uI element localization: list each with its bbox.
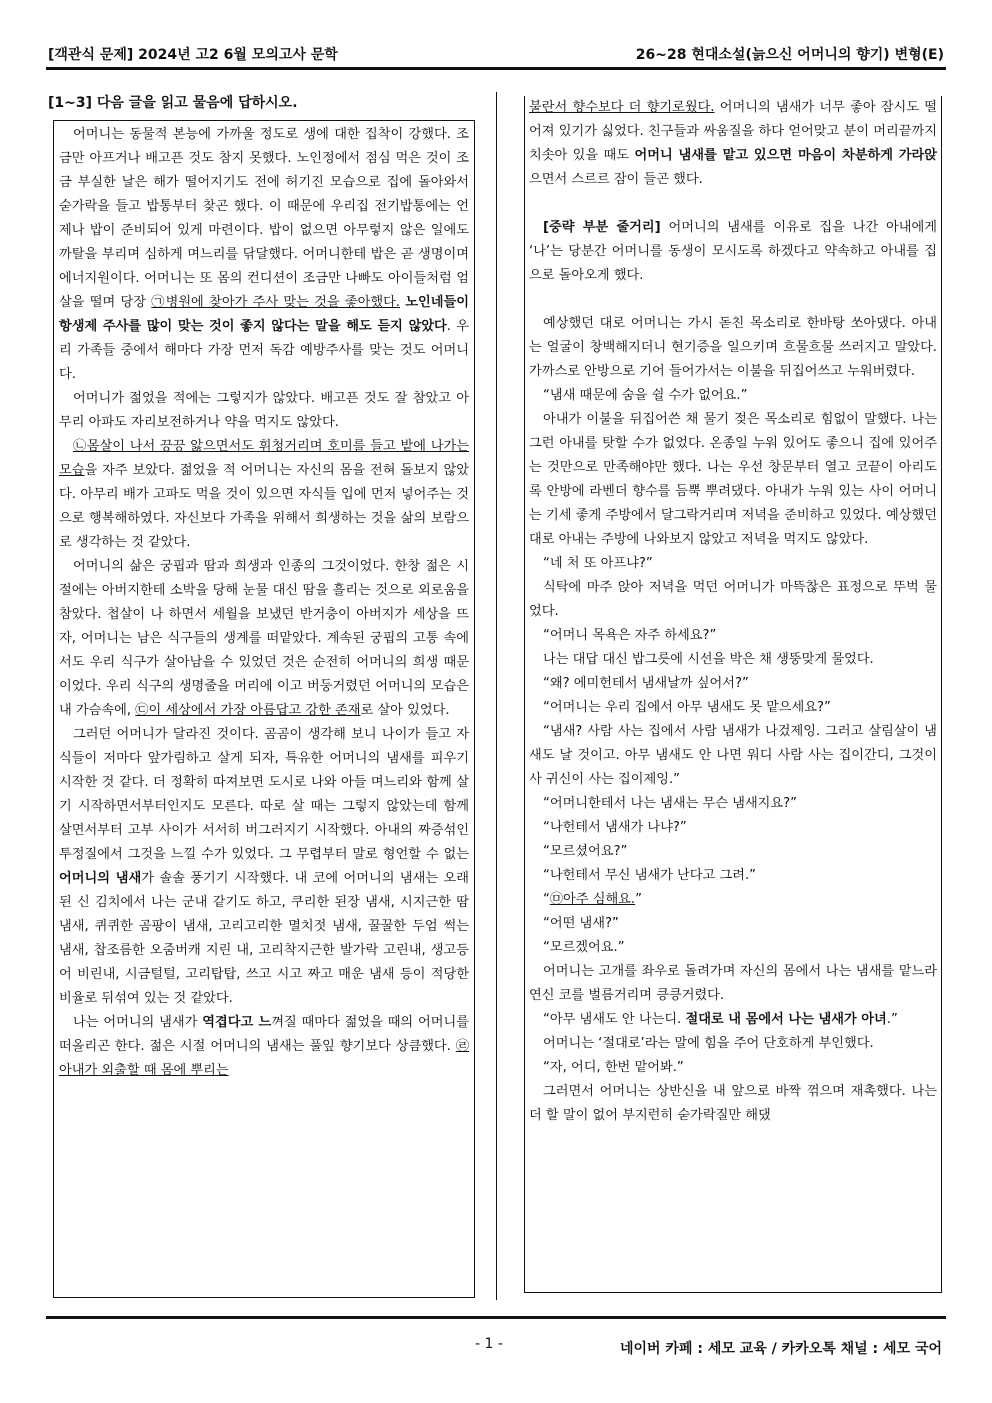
dialogue: “어머니는 우리 집에서 아무 냄새도 못 맡으세요?”: [543, 700, 831, 715]
dialogue: “왜? 에미헌테서 냄새날까 싶어서?”: [543, 676, 749, 691]
bold-text: 노인네들이 항생제 주사를 많이 맞는 것이 좋지 않다는 말을 해도 듣지 않았다: [59, 295, 470, 334]
dialogue: “나헌테서 냄새가 나냐?”: [543, 820, 687, 835]
dialogue: “네 처 또 아프냐?”: [543, 556, 653, 571]
paragraph: 식탁에 마주 앉아 저녁을 먹던 어머니가 마뜩찮은 표정으로 뚜벅 물었다.: [529, 580, 937, 619]
text: .”: [886, 1012, 898, 1027]
text: 가 솔솔 풍기기 시작했다. 내 코에 어머니의 냄새는 오래된 신 김치에서 나는 군내 같기도 하고, 쿠리한 된장 냄새, 시지근한 땀 냄새, 퀴퀴한 곰팡이 냄새, 고리고리한 멸치젓 냄새, 꿀꿀한 두엄 썩는 냄새, 찹조름한 오줌버캐 지린 내, 고리착지근한 발가락 고린내, 생고등어 비린내, 시금털털, 고리탑탑, 쓰고 시고 짜고 매운 냄새 등이 적당한 비율로 뒤섞여 있는 것 같았다.: [59, 871, 469, 1006]
paragraph: 어머니는 고개를 좌우로 돌려가며 자신의 몸에서 나는 냄새를 맡느라 연신 코를 벌름거리며 킁킁거렸다.: [529, 964, 937, 1003]
paragraph: [59, 555, 469, 723]
text: ”: [635, 892, 642, 907]
annotation-e: ㉤아주 심해요.: [549, 892, 636, 907]
annotation-d-cont: 불란서 향수보다 더 향기로웠다.: [529, 100, 715, 115]
dialogue: “자, 어디, 한번 맡어봐.”: [543, 1060, 684, 1075]
summary-label: [중략 부분 줄거리]: [543, 220, 661, 235]
paragraph: 그러면서 어머니는 상반신을 내 앞으로 바짝 꺾으며 재촉했다. 나는 더 할 말이 없어 부지런히 숟가락질만 해댔: [529, 1084, 937, 1123]
paragraph: [59, 1011, 469, 1083]
spacer: [529, 192, 937, 216]
paragraph: 예상했던 대로 어머니는 가시 돋친 목소리로 한바탕 쏘아댔다. 아내는 얼굴이 창백해지더니 현기증을 일으키며 흐물흐물 쓰러지고 말았다. 가까스로 안방으로 기어 들어가서는 이불을 뒤집어쓰고 누워버렸다.: [529, 316, 937, 379]
header-rule: [46, 67, 946, 70]
summary-paragraph: [529, 216, 937, 288]
passage-right-column: [524, 96, 942, 1293]
paragraph: 어머니가 젊었을 적에는 그렇지가 않았다. 배고픈 것도 잘 참았고 아무리 아파도 자리보전하거나 약을 먹지도 않았다.: [59, 391, 469, 430]
paragraph: [529, 96, 937, 192]
annotation-b: ㉡몸살이 나서 끙끙 앓으면서도 휘청거리며 호미를 들고 밭에 나가는 모습: [59, 439, 469, 478]
text: “: [543, 892, 550, 907]
text: 어머니의 냄새를 이유로 집을 나간 아내에게 ‘나’는 당분간 어머니를 동생이 모시도록 하겠다고 약속하고 아내를 집으로 돌아오게 했다.: [529, 220, 937, 283]
paragraph: [59, 435, 469, 555]
passage-left-column: [53, 120, 475, 1298]
dialogue: “어머니한테서 나는 냄새는 무슨 냄새지요?”: [543, 796, 797, 811]
dialogue: “모르겠어요.”: [543, 940, 625, 955]
dialogue: “냄새 때문에 숨을 쉴 수가 없어요.”: [543, 388, 748, 403]
text: 어머니는 동물적 본능에 가까울 정도로 생에 대한 집착이 강했다. 조금만 아프거나 배고픈 것도 참지 못했다. 노인정에서 점심 먹은 것이 조금 부실한 날은 해가 떨어지기도 전에 허기진 모습으로 집에 돌아와서 숟가락을 들고 밥통부터 찾곤 했다. 이 때문에 우리집 전기밥통에는 언제나 밥이 준비되어 있게 마련이다. 밥이 없으면 아무렇지 않은 일에도 까탈을 부리며 심하게 며느리를 닦달했다. 어머니한테 밥은 곧 생명이며 에너지원이다. 어머니는 또 몸의 컨디션이 조금만 나빠도 아이들처럼 엄살을 떨며 당장: [59, 127, 469, 310]
paragraph: 아내가 이불을 뒤집어쓴 채 물기 젖은 목소리로 힘없이 말했다. 나는 그런 아내를 탓할 수가 없었다. 온종일 누워 있어도 좋으니 집에 있어주는 것만으로 만족해야만 했다. 나는 우선 창문부터 열고 코끝이 아리도록 안방에 라벤더 향수를 듬뿍 뿌려댔다. 아내가 누워 있는 사이 어머니는 기세 좋게 주방에서 달그락거리며 저녁을 준비하고 있었다. 예상했던 대로 아내는 주방에 나와보지 않았고 저녁을 먹지도 않았다.: [529, 412, 937, 547]
annotation-a: ㉠병원에 찾아가 주사 맞는 것을 좋아했다.: [151, 295, 401, 310]
text: 로 살아 있었다.: [360, 703, 450, 718]
paragraph: [59, 723, 469, 1011]
footer-credit: 네이버 카페 : 세모 교육 / 카카오톡 채널 : 세모 국어: [619, 1341, 942, 1357]
text: 어머니의 삶은 궁핍과 땀과 희생과 인종의 그것이었다. 한창 젊은 시절에는 아버지한테 소박을 당해 눈물 대신 땀을 흘리는 것으로 외로움을 참았다. 첩살이 나 하면서 세월을 보냈던 반거충이 아버지가 세상을 뜨자, 어머니는 남은 식구들의 생계를 떠맡았다. 계속된 궁핍의 고통 속에서도 우리 식구가 살아남을 수 있었던 것은 순전히 어머니의 희생 때문이었다. 우리 식구의 생명줄을 머리에 이고 버둥거렸던 어머니의 모습은 내 가슴속에,: [59, 559, 469, 718]
footer-rule: [46, 1316, 946, 1319]
text: “아무 냄새도 안 나는디.: [543, 1012, 686, 1027]
paragraph: 어머니는 ‘절대로’라는 말에 힘을 주어 단호하게 부인했다.: [543, 1036, 874, 1051]
dialogue: “냄새? 사람 사는 집에서 사람 냄새가 나겄제잉. 그러고 살림살이 냄새도 날 것이고. 아무 냄새도 안 나면 워디 사람 사는 집이간디, 그것이사 귀신이 사는 집이제잉.”: [529, 724, 937, 787]
text: . 우리 가족들 중에서 해마다 가장 먼저 독감 예방주사를 맞는 것도 어머니다.: [59, 319, 469, 382]
text: 그러던 어머니가 달라진 것이다. 곰곰이 생각해 보니 나이가 들고 자식들이 저마다 앞가림하고 살게 되자, 특유한 어머니의 냄새를 피우기 시작한 것 같다. 더 정확히 따져보면 도시로 나와 아들 며느리와 함께 살기 시작하면서부터인지도 모른다. 따로 살 때는 그렇지 않았는데 함께 살면서부터 고부 사이가 서서히 버그러지기 시작했다. 아내의 짜증섞인 투정질에서 그것을 느낄 수가 있었다. 그 무렵부터 말로 형언할 수 없는: [59, 727, 469, 862]
dialogue: “어머니 목욕은 자주 하세요?”: [543, 628, 717, 643]
header-section-title: 26~28 현대소설(늙으신 어머니의 향기) 변형(E): [635, 47, 944, 63]
dialogue: [529, 888, 937, 912]
column-divider: [496, 92, 497, 1300]
page-header: [48, 44, 944, 66]
text: 어머니의 냄새가 너무 좋아 잠시도 떨어져 있기가 싫었다. 친구들과 싸움질을 하다 얻어맞고 분이 머리끝까지 치솟아 있을 때도: [529, 100, 937, 163]
spacer: [529, 288, 937, 312]
dialogue: “나헌테서 무신 냄새가 난다고 그려.”: [543, 868, 756, 883]
bold-text: 역겹다고 느: [202, 1015, 272, 1030]
paragraph: [59, 123, 469, 387]
text: 을 자주 보았다. 젊었을 적 어머니는 자신의 몸을 전혀 돌보지 않았다. 아무리 배가 고파도 먹을 것이 있으면 자식들 입에 먼저 넣어주는 것으로 행복해하였다. 자신보다 가족을 위해서 희생하는 것을 삶의 보람으로 생각하는 것 같았다.: [59, 463, 469, 550]
bold-text: 절대로 내 몸에서 나는 냄새가 아녀: [685, 1012, 887, 1027]
text: 나는 어머니의 냄새가: [73, 1015, 203, 1030]
header-exam-title: [객관식 문제] 2024년 고2 6월 모의고사 문학: [48, 47, 338, 63]
bold-text: 어머니 냄새를 맡고 있으면 마음이 차분하게 가라앉: [634, 148, 937, 163]
annotation-d: ㉣아내가 외출할 때 몸에 뿌리는: [59, 1039, 469, 1078]
page-number: - 1 -: [475, 1336, 503, 1352]
dialogue: [529, 1008, 937, 1032]
text: 으면서 스르르 잠이 들곤 했다.: [529, 172, 703, 187]
dialogue: “모르셨어요?”: [543, 844, 628, 859]
bold-text: 어머니의 냄새: [59, 871, 142, 886]
paragraph: 나는 대답 대신 밥그릇에 시선을 박은 채 생뚱맞게 물었다.: [543, 652, 874, 667]
dialogue: “어떤 냄새?”: [543, 916, 619, 931]
question-prompt: [1~3] 다음 글을 읽고 물음에 답하시오.: [48, 95, 298, 111]
annotation-c: ㉢이 세상에서 가장 아름답고 강한 존재: [135, 703, 361, 718]
text: 껴질 때마다 젊었을 때의 어머니를 떠올리곤 한다. 젊은 시절 어머니의 냄새는 풀잎 향기보다 상큼했다.: [59, 1015, 469, 1054]
